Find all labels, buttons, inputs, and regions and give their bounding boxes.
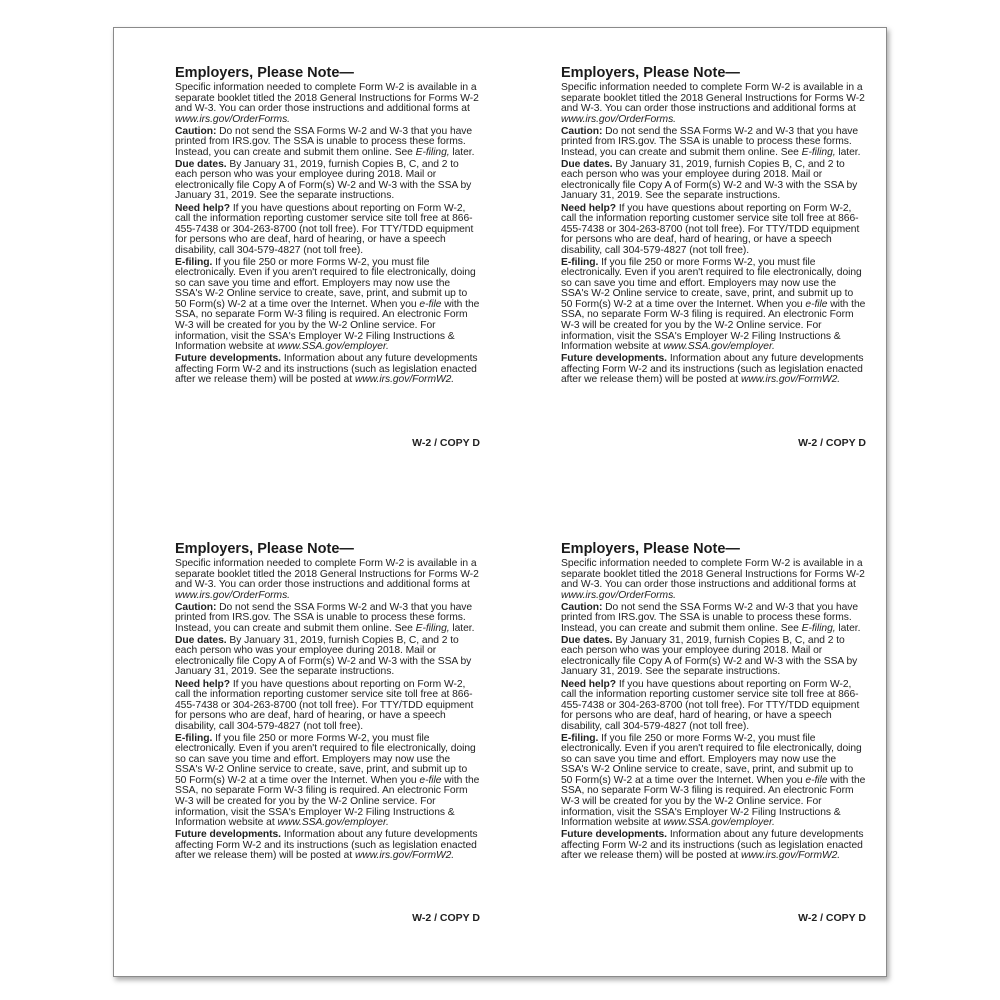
caution-paragraph: Caution: Do not send the SSA Forms W-2 and W-3 that you have printed from IRS.gov. The SSA is unable to process these forms. Instead, you can create and submit them online. See E-filing, later. bbox=[561, 125, 861, 158]
caution-paragraph: Caution: Do not send the SSA Forms W-2 and W-3 that you have printed from IRS.gov. The SSA is unable to process these forms. Instead, you can create and submit them online. See E-filing, later. bbox=[175, 601, 475, 634]
e-filing-paragraph: E-filing. If you file 250 or more Forms W-2, you must file electronically. Even if you aren't required to file electronically, doing so can save you time and effort. Employers may now use the SSA's W-2 Online service to create, save, print, and submit up to 50 Form(s) W-2 at a time over the Internet. When you e-file with the SSA, no separate Form W-3 filing is required. An electronic Form W-3 will be created for you by the W-2 Online service. For information, visit the SSA's Employer W-2 Filing Instructions & Information website at www.SSA.gov/employer. bbox=[175, 256, 480, 353]
ssa-employer-link: www.SSA.gov/employer. bbox=[663, 341, 775, 353]
need-help-paragraph: Need help? If you have questions about reporting on Form W-2, call the information reporting customer service site toll free at 866-455-7438 or 304-263-8700 (not toll free). For TTY/TDD equipment for persons who are deaf, hard of hearing, or have a speech disability, call 304-579-4827 (not toll free). bbox=[561, 678, 860, 732]
copy-label: W-2 / COPY D bbox=[412, 437, 480, 449]
need-help-paragraph: Need help? If you have questions about reporting on Form W-2, call the information reporting customer service site toll free at 866-455-7438 or 304-263-8700 (not toll free). For TTY/TDD equipment for persons who are deaf, hard of hearing, or have a speech disability, call 304-579-4827 (not toll free). bbox=[175, 202, 474, 256]
ssa-employer-link: www.SSA.gov/employer. bbox=[277, 817, 389, 829]
future-developments-paragraph: Future developments. Information about any future developments affecting Form W-2 and its instructions (such as legislation enacted after we release them) will be posted at www.irs.gov/FormW2. bbox=[175, 353, 478, 386]
due-dates-paragraph: Due dates. By January 31, 2019, furnish Copies B, C, and 2 to each person who was your employee during 2018. Mail or electronically file Copy A of Form(s) W-2 and W-3 with the SSA by January 31, 2019. See the separate instructions. bbox=[175, 158, 472, 202]
block-title: Employers, Please Note— bbox=[561, 65, 740, 81]
need-help-paragraph: Need help? If you have questions about reporting on Form W-2, call the information reporting customer service site toll free at 866-455-7438 or 304-263-8700 (not toll free). For TTY/TDD equipment for persons who are deaf, hard of hearing, or have a speech disability, call 304-579-4827 (not toll free). bbox=[175, 678, 474, 732]
e-filing-paragraph: E-filing. If you file 250 or more Forms W-2, you must file electronically. Even if you aren't required to file electronically, doing so can save you time and effort. Employers may now use the SSA's W-2 Online service to create, save, print, and submit up to 50 Form(s) W-2 at a time over the Internet. When you e-file with the SSA, no separate Form W-3 filing is required. An electronic Form W-3 will be created for you by the W-2 Online service. For information, visit the SSA's Employer W-2 Filing Instructions & Information website at www.SSA.gov/employer. bbox=[175, 732, 480, 829]
due-dates-paragraph: Due dates. By January 31, 2019, furnish Copies B, C, and 2 to each person who was your employee during 2018. Mail or electronically file Copy A of Form(s) W-2 and W-3 with the SSA by January 31, 2019. See the separate instructions. bbox=[561, 634, 858, 678]
order-forms-link: www.irs.gov/OrderForms. bbox=[561, 113, 676, 125]
instructions-block-top-right bbox=[561, 64, 866, 452]
block-title: Employers, Please Note— bbox=[175, 65, 354, 81]
e-filing-paragraph: E-filing. If you file 250 or more Forms W-2, you must file electronically. Even if you aren't required to file electronically, doing so can save you time and effort. Employers may now use the SSA's W-2 Online service to create, save, print, and submit up to 50 Form(s) W-2 at a time over the Internet. When you e-file with the SSA, no separate Form W-3 filing is required. An electronic Form W-3 will be created for you by the W-2 Online service. For information, visit the SSA's Employer W-2 Filing Instructions & Information website at www.SSA.gov/employer. bbox=[561, 256, 866, 353]
instructions-block-bottom-right bbox=[561, 540, 866, 928]
need-help-paragraph: Need help? If you have questions about reporting on Form W-2, call the information reporting customer service site toll free at 866-455-7438 or 304-263-8700 (not toll free). For TTY/TDD equipment for persons who are deaf, hard of hearing, or have a speech disability, call 304-579-4827 (not toll free). bbox=[561, 202, 860, 256]
form-w2-link: www.irs.gov/FormW2. bbox=[354, 850, 455, 862]
copy-label: W-2 / COPY D bbox=[412, 912, 480, 924]
instructions-block-top-left bbox=[175, 64, 480, 452]
due-dates-paragraph: Due dates. By January 31, 2019, furnish Copies B, C, and 2 to each person who was your employee during 2018. Mail or electronically file Copy A of Form(s) W-2 and W-3 with the SSA by January 31, 2019. See the separate instructions. bbox=[561, 158, 858, 202]
block-title: Employers, Please Note— bbox=[561, 541, 740, 557]
intro-paragraph: Specific information needed to complete Form W-2 is available in a separate booklet titled the 2018 General Instructions for Forms W-2 and W-3. You can order those instructions and additional forms at www.irs.gov/OrderForms. bbox=[561, 82, 865, 125]
order-forms-link: www.irs.gov/OrderForms. bbox=[175, 589, 290, 601]
form-w2-link: www.irs.gov/FormW2. bbox=[740, 374, 841, 386]
form-w2-link: www.irs.gov/FormW2. bbox=[740, 850, 841, 862]
future-developments-paragraph: Future developments. Information about any future developments affecting Form W-2 and its instructions (such as legislation enacted after we release them) will be posted at www.irs.gov/FormW2. bbox=[175, 829, 478, 862]
due-dates-paragraph: Due dates. By January 31, 2019, furnish Copies B, C, and 2 to each person who was your employee during 2018. Mail or electronically file Copy A of Form(s) W-2 and W-3 with the SSA by January 31, 2019. See the separate instructions. bbox=[175, 634, 472, 678]
intro-paragraph: Specific information needed to complete Form W-2 is available in a separate booklet titled the 2018 General Instructions for Forms W-2 and W-3. You can order those instructions and additional forms at www.irs.gov/OrderForms. bbox=[175, 82, 479, 125]
ssa-employer-link: www.SSA.gov/employer. bbox=[663, 817, 775, 829]
future-developments-paragraph: Future developments. Information about any future developments affecting Form W-2 and its instructions (such as legislation enacted after we release them) will be posted at www.irs.gov/FormW2. bbox=[561, 353, 864, 386]
block-title: Employers, Please Note— bbox=[175, 541, 354, 557]
future-developments-paragraph: Future developments. Information about any future developments affecting Form W-2 and its instructions (such as legislation enacted after we release them) will be posted at www.irs.gov/FormW2. bbox=[561, 829, 864, 862]
e-filing-paragraph: E-filing. If you file 250 or more Forms W-2, you must file electronically. Even if you aren't required to file electronically, doing so can save you time and effort. Employers may now use the SSA's W-2 Online service to create, save, print, and submit up to 50 Form(s) W-2 at a time over the Internet. When you e-file with the SSA, no separate Form W-3 filing is required. An electronic Form W-3 will be created for you by the W-2 Online service. For information, visit the SSA's Employer W-2 Filing Instructions & Information website at www.SSA.gov/employer. bbox=[561, 732, 866, 829]
instructions-block-bottom-left bbox=[175, 540, 480, 928]
caution-paragraph: Caution: Do not send the SSA Forms W-2 and W-3 that you have printed from IRS.gov. The SSA is unable to process these forms. Instead, you can create and submit them online. See E-filing, later. bbox=[561, 601, 861, 634]
order-forms-link: www.irs.gov/OrderForms. bbox=[561, 589, 676, 601]
copy-label: W-2 / COPY D bbox=[798, 437, 866, 449]
form-w2-link: www.irs.gov/FormW2. bbox=[354, 374, 455, 386]
w2-copy-d-sheet bbox=[113, 27, 887, 977]
intro-paragraph: Specific information needed to complete Form W-2 is available in a separate booklet titled the 2018 General Instructions for Forms W-2 and W-3. You can order those instructions and additional forms at www.irs.gov/OrderForms. bbox=[175, 558, 479, 601]
caution-paragraph: Caution: Do not send the SSA Forms W-2 and W-3 that you have printed from IRS.gov. The SSA is unable to process these forms. Instead, you can create and submit them online. See E-filing, later. bbox=[175, 125, 475, 158]
order-forms-link: www.irs.gov/OrderForms. bbox=[175, 113, 290, 125]
copy-label: W-2 / COPY D bbox=[798, 912, 866, 924]
ssa-employer-link: www.SSA.gov/employer. bbox=[277, 341, 389, 353]
intro-paragraph: Specific information needed to complete Form W-2 is available in a separate booklet titled the 2018 General Instructions for Forms W-2 and W-3. You can order those instructions and additional forms at www.irs.gov/OrderForms. bbox=[561, 558, 865, 601]
